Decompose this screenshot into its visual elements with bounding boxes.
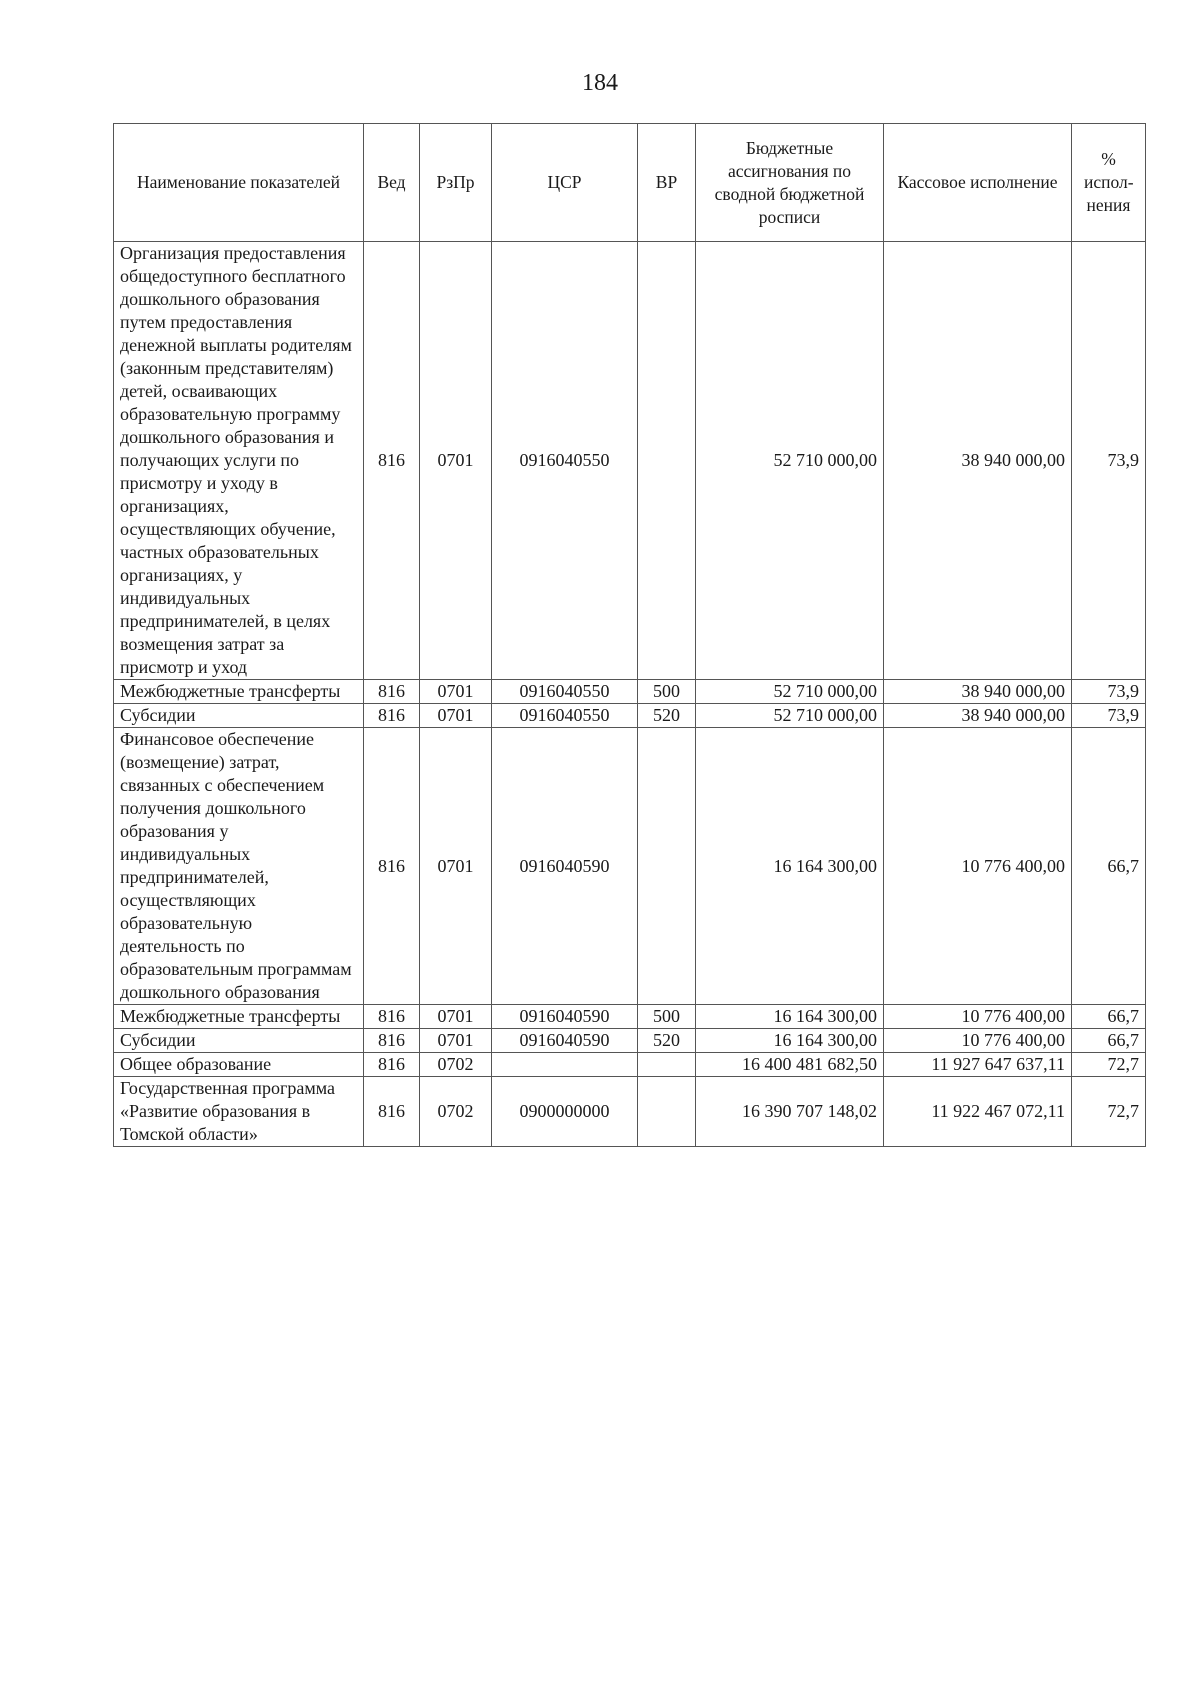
row-allocations: 52 710 000,00 [696,242,884,680]
header-rzpr: РзПр [420,124,492,242]
row-rzpr: 0701 [420,1005,492,1029]
row-name: Общее образование [114,1053,364,1077]
row-vr: 500 [638,680,696,704]
table-row [114,242,1146,680]
row-execution: 38 940 000,00 [884,704,1072,728]
row-csr [492,1053,638,1077]
row-vr: 500 [638,1005,696,1029]
header-vr: ВР [638,124,696,242]
header-percent: % испол-нения [1072,124,1146,242]
row-name: Межбюджетные трансферты [114,680,364,704]
row-name: Государственная программа «Развитие образования в Томской области» [114,1077,364,1147]
table-row [114,704,1146,728]
row-percent: 66,7 [1072,1029,1146,1053]
row-allocations: 16 164 300,00 [696,1005,884,1029]
table-row [114,1029,1146,1053]
header-allocations: Бюджетные ассигнования по сводной бюджетной росписи [696,124,884,242]
row-percent: 66,7 [1072,1005,1146,1029]
row-execution: 11 927 647 637,11 [884,1053,1072,1077]
row-vr [638,728,696,1005]
header-ved: Вед [364,124,420,242]
row-name: Межбюджетные трансферты [114,1005,364,1029]
row-name: Субсидии [114,704,364,728]
row-csr: 0916040590 [492,728,638,1005]
row-vr [638,242,696,680]
row-rzpr: 0701 [420,680,492,704]
row-allocations: 16 390 707 148,02 [696,1077,884,1147]
table-row [114,680,1146,704]
row-name: Финансовое обеспечение (возмещение) затрат, связанных с обеспечением получения дошкольного образования у индивидуальных предпринимателей, осуществляющих образовательную деятельность по образовательным программам дошкольного образования [114,728,364,1005]
row-ved: 816 [364,1029,420,1053]
header-row [114,124,1146,242]
row-rzpr: 0702 [420,1077,492,1147]
row-csr: 0916040550 [492,680,638,704]
row-ved: 816 [364,1005,420,1029]
row-ved: 816 [364,1077,420,1147]
row-allocations: 16 164 300,00 [696,1029,884,1053]
row-execution: 38 940 000,00 [884,242,1072,680]
row-name: Субсидии [114,1029,364,1053]
row-percent: 72,7 [1072,1077,1146,1147]
row-allocations: 52 710 000,00 [696,680,884,704]
row-rzpr: 0701 [420,1029,492,1053]
row-vr: 520 [638,1029,696,1053]
budget-execution-table [113,123,1146,1147]
row-ved: 816 [364,704,420,728]
row-rzpr: 0701 [420,728,492,1005]
row-percent: 73,9 [1072,704,1146,728]
row-rzpr: 0701 [420,704,492,728]
table-row [114,728,1146,1005]
header-name: Наименование показателей [114,124,364,242]
row-percent: 73,9 [1072,680,1146,704]
row-execution: 38 940 000,00 [884,680,1072,704]
row-ved: 816 [364,1053,420,1077]
row-csr: 0916040590 [492,1029,638,1053]
row-vr: 520 [638,704,696,728]
row-execution: 11 922 467 072,11 [884,1077,1072,1147]
row-rzpr: 0701 [420,242,492,680]
header-execution: Кассовое исполнение [884,124,1072,242]
row-vr [638,1053,696,1077]
row-percent: 72,7 [1072,1053,1146,1077]
row-percent: 66,7 [1072,728,1146,1005]
row-allocations: 52 710 000,00 [696,704,884,728]
row-execution: 10 776 400,00 [884,728,1072,1005]
row-allocations: 16 164 300,00 [696,728,884,1005]
row-ved: 816 [364,680,420,704]
row-csr: 0916040550 [492,704,638,728]
row-allocations: 16 400 481 682,50 [696,1053,884,1077]
row-rzpr: 0702 [420,1053,492,1077]
table-row [114,1077,1146,1147]
page-number: 184 [582,70,618,96]
row-execution: 10 776 400,00 [884,1005,1072,1029]
row-ved: 816 [364,242,420,680]
header-csr: ЦСР [492,124,638,242]
row-csr: 0900000000 [492,1077,638,1147]
table-row [114,1053,1146,1077]
row-vr [638,1077,696,1147]
row-execution: 10 776 400,00 [884,1029,1072,1053]
row-percent: 73,9 [1072,242,1146,680]
row-name: Организация предоставления общедоступного бесплатного дошкольного образования путем предоставления денежной выплаты родителям (законным представителям) детей, осваивающих образовательную программу дошкольного образования и получающих услуги по присмотру и уходу в организациях, осуществляющих обучение, частных образовательных организациях, у индивидуальных предпринимателей, в целях возмещения затрат за присмотр и уход [114,242,364,680]
row-csr: 0916040550 [492,242,638,680]
row-ved: 816 [364,728,420,1005]
table-row [114,1005,1146,1029]
row-csr: 0916040590 [492,1005,638,1029]
